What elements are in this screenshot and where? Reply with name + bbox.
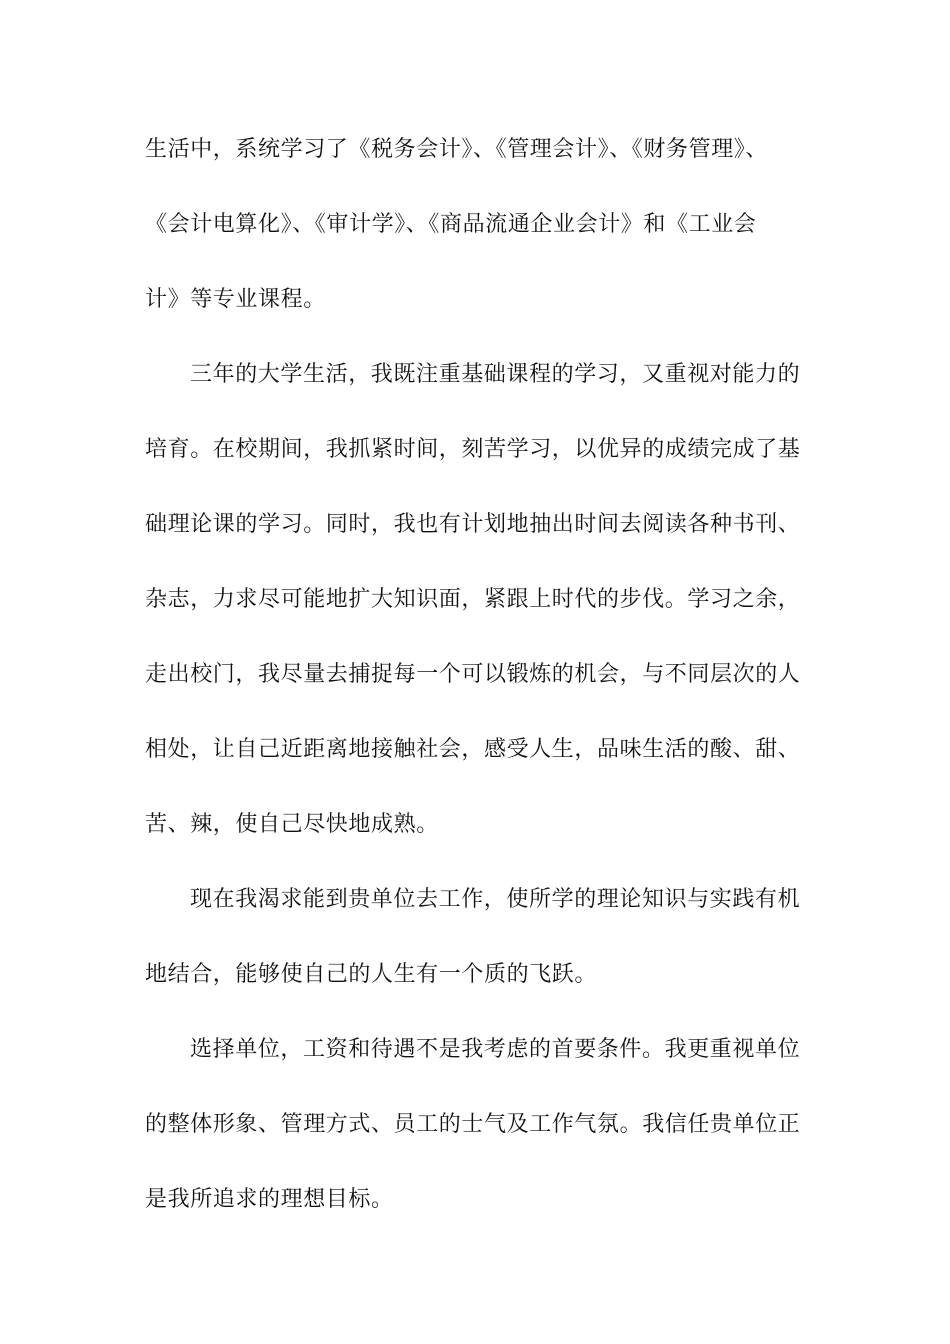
- paragraph-first-line: 选择单位，工资和待遇不是我考虑的首要条件。我更重视单位: [190, 1037, 801, 1062]
- text-line: 地结合，能够使自己的人生有一个质的飞跃。: [145, 962, 598, 987]
- text-line: 是我所追求的理想目标。: [145, 1187, 394, 1212]
- text-line: 生活中，系统学习了《税务会计》、《管理会计》、《财务管理》、: [145, 137, 769, 162]
- paragraph-first-line: 现在我渴求能到贵单位去工作，使所学的理论知识与实践有机: [190, 887, 801, 912]
- text-line: 《会计电算化》、《审计学》、《商品流通企业会计》和《工业会: [145, 212, 757, 237]
- text-line: 计》等专业课程。: [145, 287, 326, 312]
- paragraph-first-line: 三年的大学生活，我既注重基础课程的学习，又重视对能力的: [190, 362, 801, 387]
- text-line: 走出校门，我尽量去捕捉每一个可以锻炼的机会，与不同层次的人: [145, 662, 801, 687]
- text-line: 的整体形象、管理方式、员工的士气及工作气氛。我信任贵单位正: [145, 1112, 801, 1137]
- text-line: 苦、辣，使自己尽快地成熟。: [145, 812, 439, 837]
- text-line: 培育。在校期间，我抓紧时间，刻苦学习，以优异的成绩完成了基: [145, 437, 801, 462]
- text-line: 础理论课的学习。同时，我也有计划地抽出时间去阅读各种书刊、: [145, 512, 801, 537]
- text-line: 相处，让自己近距离地接触社会，感受人生，品味生活的酸、甜、: [145, 737, 801, 762]
- text-line: 杂志，力求尽可能地扩大知识面，紧跟上时代的步伐。学习之余，: [145, 587, 801, 612]
